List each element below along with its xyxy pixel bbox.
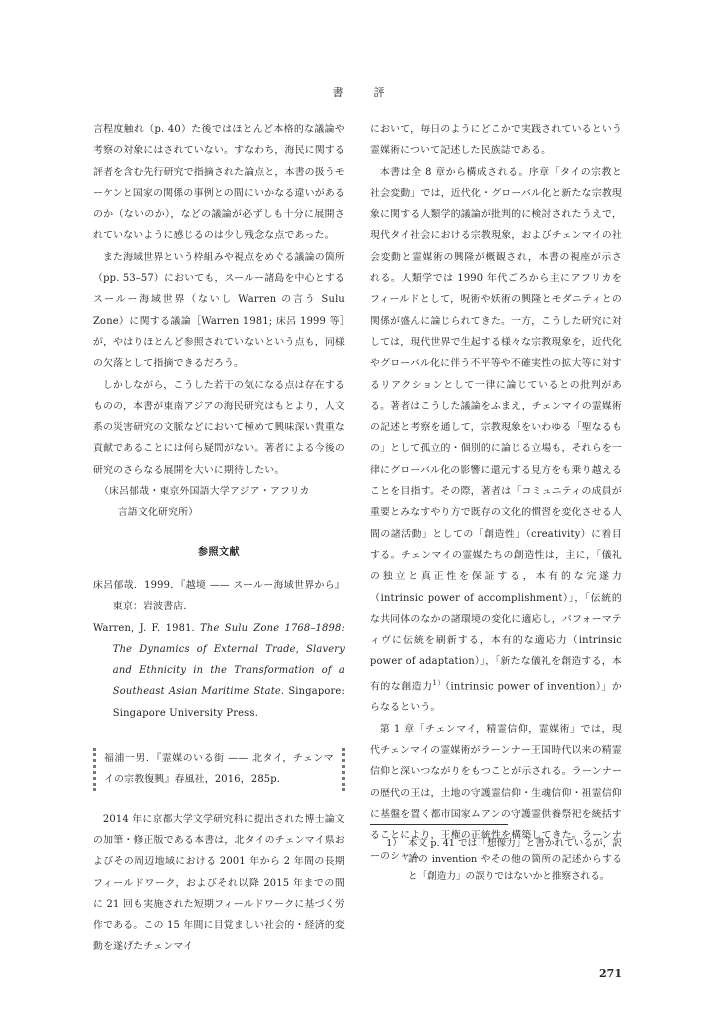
- paragraph: 2014 年に京都大学文学研究科に提出された博士論文の加筆・修正版である本書は，北タイのチェンマイ県およびその周辺地域における 2001 年から 2 年間の長期フィールドワーク，およびそれ以降 2015 年までの間に 21 回も実施された短期フィールドワークに基づく労作である。この 15 年間に目覚ましい社会的・経済的変動を遂げたチェンマイ: [93, 813, 345, 953]
- footnote-text: 本文 p. 41 では「想像力」と書かれているが，訳語の invention やその他の箇所の記述からすると「創造力」の誤りではないかと推察される。: [408, 838, 622, 882]
- paragraph: 第 1 章「チェンマイ，精霊信仰，霊媒術」では，現代チェンマイの霊媒術がラーンナー王国時代以来の精霊信仰と深いつながりをもつことが示される。ラーンナーの歴代の王は，土地の守護霊信仰・生魂信仰・祖霊信仰に基盤を置く都市国家ムアンの守護霊供養祭祀を統括することにより，王権の正統性を構築してきた。ラーンナーのシャム: [370, 723, 622, 863]
- footnote: [370, 836, 622, 885]
- reference-entry: 床呂郁哉．1999．『越境 —— スールー海域世界から』東京：岩波書店．: [93, 579, 345, 613]
- paragraph: また海域世界という枠組みや視点をめぐる議論の箇所（pp. 53–57）においても，スールー諸島を中心とするスールー海域世界（ないし Warren の言う Sulu Zone）に関する議論［Warren 1981; 床呂 1999 等］が，やはりほとんど参照されていないという点も，同様の欠落として指摘できるだろう。: [93, 251, 345, 370]
- paragraph: しかしながら，こうした若干の気になる点は存在するものの，本書が東南アジアの海民研究はもとより，人文系の災害研究の文脈などにおいて極めて興味深い貴重な貢献であることには何ら疑問がない。著者による今後の研究のさらなる展開を大いに期待したい。: [93, 379, 345, 476]
- page-number: 271: [599, 967, 622, 980]
- running-head: 書評: [332, 86, 415, 99]
- reference-publisher: . Singapore: Singapore University Press.: [112, 686, 345, 719]
- reference-entry: [93, 618, 345, 724]
- reference-author: Warren, J. F. 1981.: [93, 622, 195, 634]
- reviewed-book-heading: 福浦一男．『霊媒のいる街 —— 北タイ，チェンマイの宗教復興』春風社，2016，285p.: [93, 748, 345, 791]
- reference-title: The Sulu Zone 1768–1898: The Dynamics of External Trade, Slavery and Ethnicity in the Transformation of a Southeast Asian Maritime State: [112, 622, 345, 698]
- paragraph-text: （intrinsic power of invention）」からなるという。: [370, 681, 622, 714]
- references-heading: 参照文献: [198, 546, 240, 558]
- footnote-reference[interactable]: 1）: [432, 678, 446, 687]
- paragraph-text: 本書は全 8 章から構成される。序章「タイの宗教と社会変動」では，近代化・グローバル化と新たな宗教現象に関する人類学的議論が批判的に検討されたうえで，現代タイ社会における宗教現象，およびチェンマイの社会変動と霊媒術の興隆が概観され，本書の視座が示される。人類学では 1990 年代ごろから主にアフリカをフィールドとして，呪術や妖術の興隆とモダニティとの関係が盛んに論じられてきた。一方，こうした研究に対しては，現代世界で生起する様々な宗教現象を，近代化やグローバル化に伴う不平等や不確実性の拡大等に対するリアクションとして一律に論じているとの批判がある。著者はこうした議論をふまえ，チェンマイの霊媒術の記述と考察を通して，宗教現象をいわゆる「聖なるもの」として孤立的・個別的に論じる立場も，それらを一律にグローバル化の影響に還元する見方をも乗り越えることを目指す。その際，著者は「コミュニティの成員が重要とみなすやり方で既存の文化的慣習を変化させる人間の諸活動」としての「創造性」（creativity）に着目する。チェンマイの霊媒たちの創造性は，主に，「儀礼の独立と真正性を保証する，本有的な完遂力（intrinsic power of accomplishment）」，「伝統的な共同体のなかの諸環境の変化に適応し，パフォーマティヴに伝統を刷新する，本有的な適応力（intrinsic power of adaptation）」，「新たな儀礼を創造する，本有的な創造力: [370, 166, 622, 693]
- footnote-mark: 1）: [386, 838, 402, 849]
- footnote-divider: [370, 824, 508, 825]
- left-column: [93, 119, 345, 958]
- paragraph: において，毎日のようにどこかで実践されているという霊媒術について記述した民族誌である。: [370, 124, 622, 157]
- affiliation-line: 言語文化研究所）: [117, 507, 199, 519]
- author-affiliation: [93, 481, 345, 524]
- paragraph: [370, 162, 622, 719]
- affiliation-line: （床呂郁哉・東京外国語大学アジア・アフリカ: [98, 486, 310, 498]
- right-column: [370, 119, 622, 868]
- paragraph: 言程度触れ（p. 40）た後ではほとんど本格的な議論や考察の対象にはされていない。すなわち，海民に関する評者を含む先行研究で指摘された論点と，本書の扱うモーケンと国家の関係の事例との間にいかなる違いがあるのか（ないのか），などの議論が必ずしも十分に展開されていないように感じるのは少し残念な点であった。: [93, 124, 345, 242]
